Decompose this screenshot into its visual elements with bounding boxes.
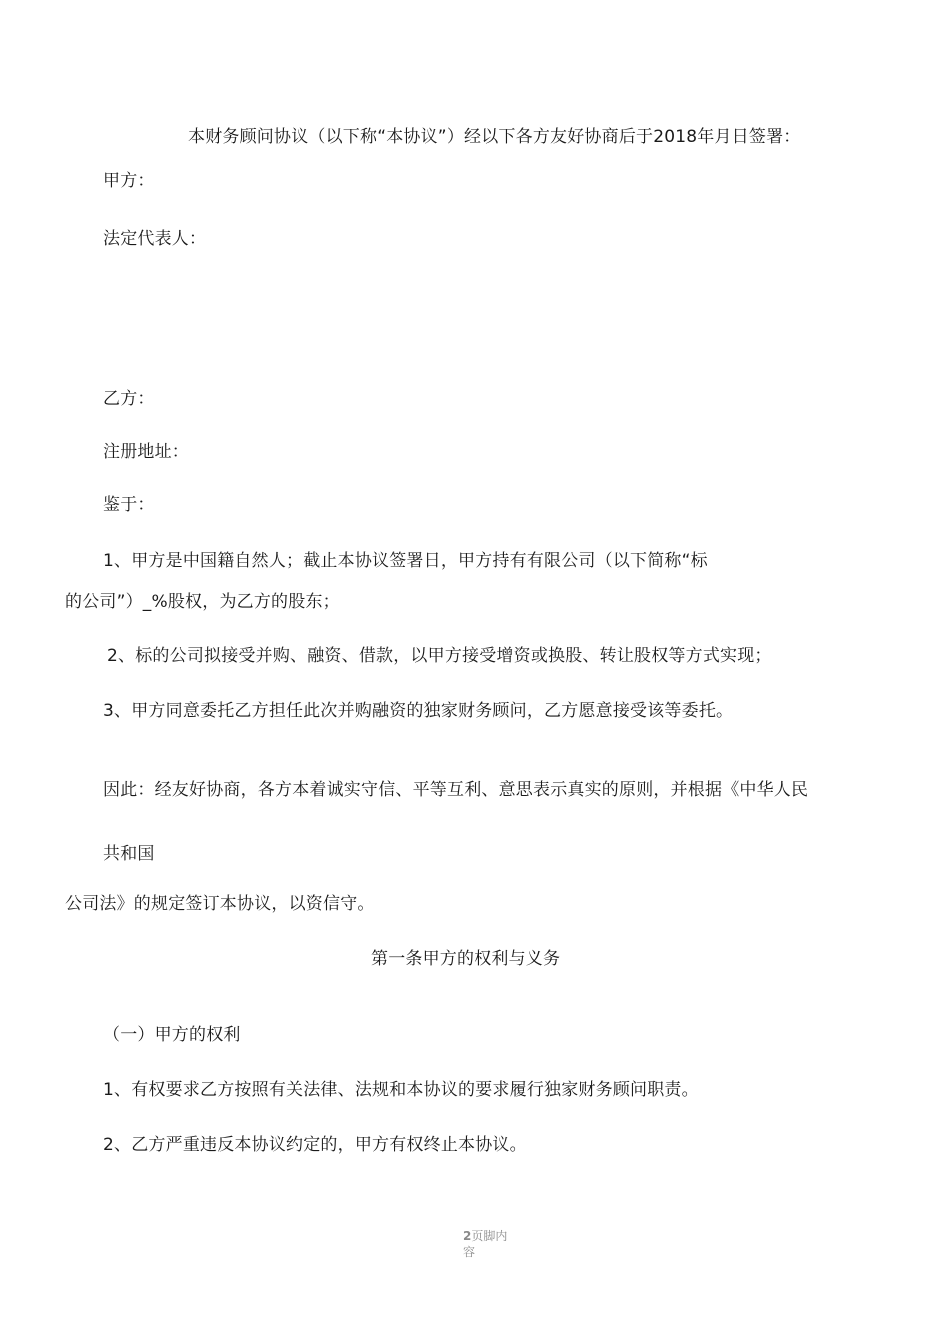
registered-address-label: 注册地址： [103,442,189,462]
party-a-label: 甲方： [103,171,155,191]
section-1-heading: （一）甲方的权利 [103,1025,241,1045]
therefore-clause-line-1: 因此：经友好协商，各方本着诚实守信、平等互利、意思表示真实的原则，并根据《中华人民 [103,780,809,800]
whereas-clause-1-line-1: 1、甲方是中国籍自然人；截止本协议签署日，甲方持有有限公司（以下简称“标 [103,551,708,571]
legal-representative-label: 法定代表人： [103,229,207,249]
page-footer [463,1228,515,1260]
right-item-2: 2、乙方严重违反本协议约定的，甲方有权终止本协议。 [103,1135,527,1155]
whereas-clause-2: 2、标的公司拟接受并购、融资、借款，以甲方接受增资或换股、转让股权等方式实现； [107,646,772,666]
footer-text: 页脚内容 [463,1229,508,1259]
whereas-clause-1-line-2: 的公司”）_%股权，为乙方的股东； [65,592,340,612]
footer-page-number: 2 [463,1229,472,1243]
whereas-clause-3: 3、甲方同意委托乙方担任此次并购融资的独家财务顾问，乙方愿意接受该等委托。 [103,701,734,721]
therefore-clause-line-2: 共和国 [103,844,155,864]
party-b-label: 乙方： [103,389,155,409]
therefore-clause-line-3: 公司法》的规定签订本协议，以资信守。 [65,894,375,914]
whereas-label: 鉴于： [103,495,155,515]
right-item-1: 1、有权要求乙方按照有关法律、法规和本协议的要求履行独家财务顾问职责。 [103,1080,699,1100]
agreement-intro: 本财务顾问协议（以下称“本协议”）经以下各方友好协商后于2018年月日签署： [188,127,801,147]
article-1-heading: 第一条甲方的权利与义务 [371,949,561,969]
